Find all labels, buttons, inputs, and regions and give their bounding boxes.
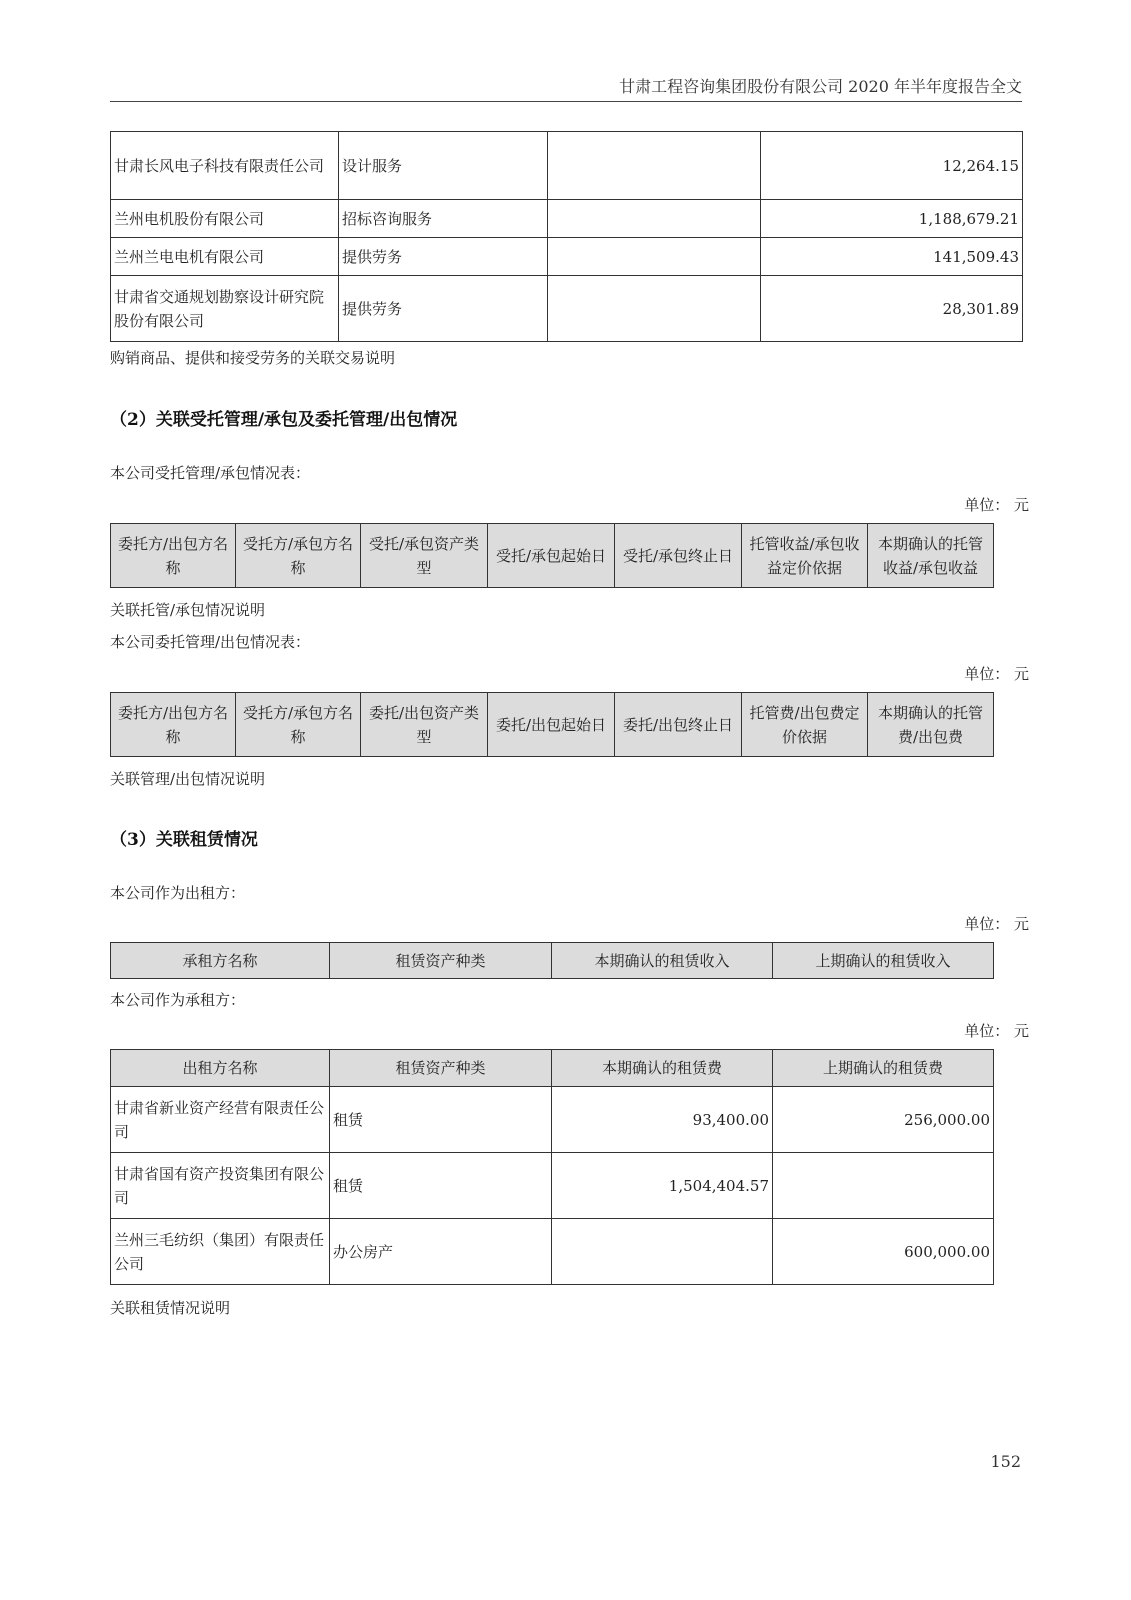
column-header: 委托/出包资产类型: [361, 693, 488, 757]
amount: 28,301.89: [761, 276, 1023, 342]
page-number: 152: [990, 1452, 1021, 1471]
party-name: 甘肃省交通规划勘察设计研究院股份有限公司: [111, 276, 339, 342]
sales-note: 购销商品、提供和接受劳务的关联交易说明: [110, 349, 396, 367]
table-row: [111, 238, 1023, 276]
previous-period-fee: 600,000.00: [773, 1219, 994, 1285]
column-header: 本期确认的租赁收入: [552, 943, 773, 979]
previous-period-fee: 256,000.00: [773, 1087, 994, 1153]
blank-cell: [548, 132, 761, 200]
current-period-fee: 1,504,404.57: [552, 1153, 773, 1219]
lessor-name: 甘肃省国有资产投资集团有限公司: [111, 1153, 330, 1219]
section-3-heading: （3）关联租赁情况: [110, 830, 258, 850]
transaction-content: 设计服务: [339, 132, 548, 200]
table-row: [111, 276, 1023, 342]
blank-cell: [548, 238, 761, 276]
outsourced-intro: 本公司委托管理/出包情况表：: [110, 633, 311, 651]
blank-cell: [548, 276, 761, 342]
lessee-unit: 单位： 元: [964, 1022, 1029, 1040]
amount: 141,509.43: [761, 238, 1023, 276]
current-period-fee: 93,400.00: [552, 1087, 773, 1153]
column-header: 上期确认的租赁费: [773, 1050, 994, 1087]
transaction-content: 提供劳务: [339, 238, 548, 276]
table-header-row: [111, 524, 994, 588]
entrusted-note: 关联托管/承包情况说明: [110, 601, 266, 619]
lessor-intro: 本公司作为出租方：: [110, 884, 246, 902]
header-rule: [110, 101, 1022, 102]
amount: 12,264.15: [761, 132, 1023, 200]
party-name: 兰州兰电电机有限公司: [111, 238, 339, 276]
column-header: 本期确认的托管费/出包费: [868, 693, 994, 757]
lease-note: 关联租赁情况说明: [110, 1299, 231, 1317]
column-header: 委托方/出包方名称: [111, 524, 236, 588]
entrusted-unit: 单位： 元: [964, 496, 1029, 514]
previous-period-fee: [773, 1153, 994, 1219]
lessee-table: [110, 1049, 994, 1285]
outsourced-management-table: [110, 692, 994, 757]
column-header: 本期确认的托管收益/承包收益: [868, 524, 994, 588]
section-2-heading: （2）关联受托管理/承包及委托管理/出包情况: [110, 410, 458, 430]
table-header-row: [111, 1050, 994, 1087]
column-header: 托管费/出包费定价依据: [742, 693, 868, 757]
entrusted-intro: 本公司受托管理/承包情况表：: [110, 464, 311, 482]
column-header: 受托/承包起始日: [488, 524, 615, 588]
blank-cell: [548, 200, 761, 238]
related-sales-table: [110, 131, 1023, 342]
table-row: [111, 1219, 994, 1285]
column-header: 本期确认的租赁费: [552, 1050, 773, 1087]
column-header: 上期确认的租赁收入: [773, 943, 994, 979]
column-header: 承租方名称: [111, 943, 330, 979]
lessor-name: 兰州三毛纺织（集团）有限责任公司: [111, 1219, 330, 1285]
column-header: 委托/出包终止日: [615, 693, 742, 757]
column-header: 受托/承包资产类型: [361, 524, 488, 588]
asset-type: 办公房产: [330, 1219, 552, 1285]
column-header: 租赁资产种类: [330, 1050, 552, 1087]
column-header: 受托方/承包方名称: [236, 524, 361, 588]
asset-type: 租赁: [330, 1153, 552, 1219]
column-header: 受托方/承包方名称: [236, 693, 361, 757]
lessor-table: [110, 942, 994, 979]
column-header: 托管收益/承包收益定价依据: [742, 524, 868, 588]
lessee-intro: 本公司作为承租方：: [110, 991, 246, 1009]
outsourced-note: 关联管理/出包情况说明: [110, 770, 266, 788]
page-header: 甘肃工程咨询集团股份有限公司 2020 年半年度报告全文: [619, 77, 1022, 96]
column-header: 受托/承包终止日: [615, 524, 742, 588]
lessor-name: 甘肃省新业资产经营有限责任公司: [111, 1087, 330, 1153]
transaction-content: 提供劳务: [339, 276, 548, 342]
column-header: 委托方/出包方名称: [111, 693, 236, 757]
column-header: 租赁资产种类: [330, 943, 552, 979]
party-name: 甘肃长风电子科技有限责任公司: [111, 132, 339, 200]
table-row: [111, 200, 1023, 238]
table-header-row: [111, 693, 994, 757]
lessor-unit: 单位： 元: [964, 915, 1029, 933]
table-row: [111, 132, 1023, 200]
table-row: [111, 1153, 994, 1219]
current-period-fee: [552, 1219, 773, 1285]
column-header: 委托/出包起始日: [488, 693, 615, 757]
amount: 1,188,679.21: [761, 200, 1023, 238]
outsourced-unit: 单位： 元: [964, 665, 1029, 683]
transaction-content: 招标咨询服务: [339, 200, 548, 238]
party-name: 兰州电机股份有限公司: [111, 200, 339, 238]
table-header-row: [111, 943, 994, 979]
entrusted-management-table: [110, 523, 994, 588]
table-row: [111, 1087, 994, 1153]
column-header: 出租方名称: [111, 1050, 330, 1087]
asset-type: 租赁: [330, 1087, 552, 1153]
